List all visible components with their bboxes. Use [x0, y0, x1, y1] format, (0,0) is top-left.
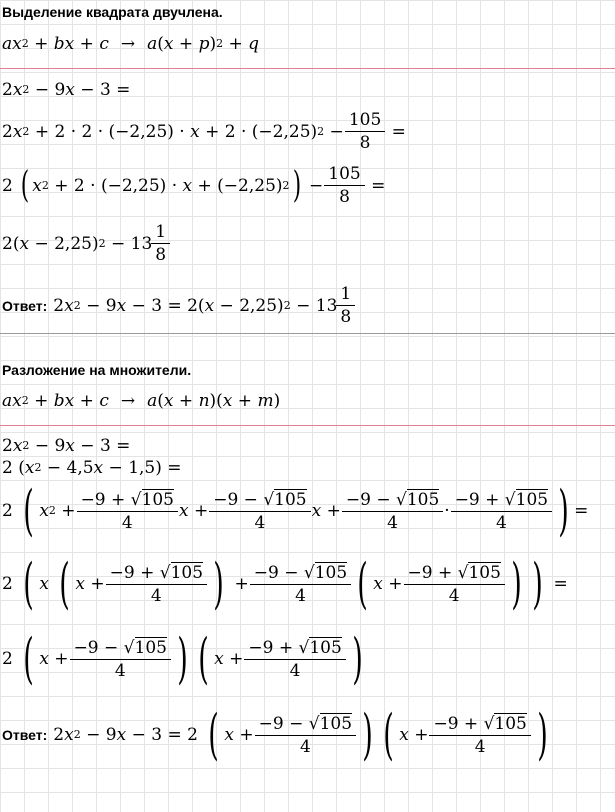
answer-label: Ответ:: [2, 727, 48, 743]
section1-title: Выделение квадрата двучлена.: [2, 4, 223, 20]
section2-title: Разложение на множители.: [2, 362, 192, 378]
s2-step-5: 2 ( x + −9 − √ 105 4 ) ( x + −9 + √ 105 4 ): [2, 627, 363, 690]
s1-step-2: 2 x 2 + 2 · 2 · (−2,25) · x + 2 · (−2,25) 2 − $\frac{105}{8}$ =: [2, 110, 406, 153]
fraction-105-8: $\frac{105}{8}$: [347, 110, 383, 153]
s2-step-2: 2 ( x 2 − 4,5 x − 1,5) =: [2, 458, 182, 478]
s2-answer: Ответ: 2 x 2 − 9 x − 3 = 2 ( x + −9 − √ 105 4 ) ( x + −9 + √ 105 4 ): [2, 703, 548, 766]
s2-step-4: 2 ( x ( x + −9 + √ 105 4 ) + −9 − √ 105 4 ( x + −9 + √ 105 4 ) ) =: [2, 552, 568, 615]
s2-step-1: 2 x 2 − 9 x − 3 =: [2, 436, 131, 456]
s2-step-3: 2 ( x 2 + −9 + √ 105 4 x + −9 − √ 105 4 x + −9 − √ 105 4 · −9 + √ 105 4 ) =: [2, 479, 589, 542]
section1-formula: ax 2 + bx + c → a ( x + p ) 2 + q: [2, 34, 260, 54]
section2-separator: [0, 425, 615, 426]
section2-formula: ax 2 + bx + c → a ( x + n )( x + m ): [2, 391, 281, 411]
section-divider: [0, 333, 615, 334]
s1-step-4: 2( x − 2,25) 2 − 13 $\frac{1}{8}$: [2, 222, 171, 265]
s1-step-1: 2 x 2 − 9 x − 3 =: [2, 80, 131, 100]
section1-separator: [0, 68, 615, 69]
answer-label: Ответ:: [2, 297, 48, 314]
s1-step-3: 2 ( x 2 + 2 · (−2,25) · x + (−2,25) 2 ) − $\frac{105}{8}$ =: [2, 164, 386, 207]
s1-answer: Ответ: 2 x 2 − 9 x − 3 = 2( x − 2,25) 2 − 13 $\frac{1}{8}$: [2, 284, 356, 327]
